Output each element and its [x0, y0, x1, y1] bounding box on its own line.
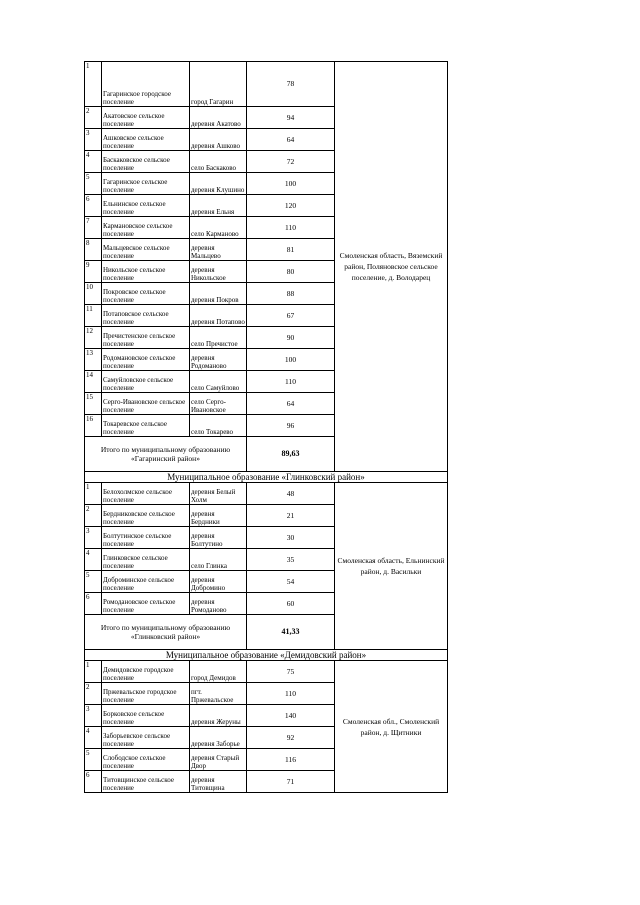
settlement-center: деревня Потапово — [190, 305, 247, 327]
settlement-name: Токаревское сельское поселение — [102, 415, 190, 437]
row-number: 3 — [85, 527, 102, 549]
distance-value: 116 — [247, 749, 335, 771]
row-number: 6 — [85, 195, 102, 217]
settlement-name: Ашковское сельское поселение — [102, 129, 190, 151]
row-number: 3 — [85, 705, 102, 727]
row-number: 1 — [85, 661, 102, 683]
distance-value: 64 — [247, 393, 335, 415]
settlement-center: пгт. Пржевальское — [190, 683, 247, 705]
row-number: 1 — [85, 483, 102, 505]
settlement-center: деревня Жеруны — [190, 705, 247, 727]
settlement-name: Пречистенское сельское поселение — [102, 327, 190, 349]
distance-value: 78 — [247, 62, 335, 107]
settlement-name: Родомановское сельское поселение — [102, 349, 190, 371]
distance-value: 67 — [247, 305, 335, 327]
settlement-center: деревня Никольское — [190, 261, 247, 283]
destination-address: Смоленская область, Вяземский район, Поляновское сельское поселение, д. Володарец — [335, 62, 448, 472]
districts-table-body — [85, 62, 448, 793]
table-row — [85, 62, 448, 107]
distance-value: 92 — [247, 727, 335, 749]
row-number: 3 — [85, 129, 102, 151]
destination-address: Смоленская область, Ельнинский район, д. Васильки — [335, 483, 448, 650]
row-number: 13 — [85, 349, 102, 371]
settlement-center: город Демидов — [190, 661, 247, 683]
settlement-name: Глинковское сельское поселение — [102, 549, 190, 571]
distance-value: 72 — [247, 151, 335, 173]
settlement-name: Слободское сельское поселение — [102, 749, 190, 771]
distance-value: 64 — [247, 129, 335, 151]
settlement-name: Доброминское сельское поселение — [102, 571, 190, 593]
section-header-row — [85, 650, 448, 661]
distance-value: 96 — [247, 415, 335, 437]
distance-value: 80 — [247, 261, 335, 283]
row-number: 14 — [85, 371, 102, 393]
section-header: Муниципальное образование «Демидовский район» — [85, 650, 448, 661]
settlement-center: село Самуйлово — [190, 371, 247, 393]
row-number: 9 — [85, 261, 102, 283]
settlement-name: Никольское сельское поселение — [102, 261, 190, 283]
total-value: 41,33 — [247, 615, 335, 650]
settlement-center: деревня Титовщина — [190, 771, 247, 793]
settlement-name: Бердниковское сельское поселение — [102, 505, 190, 527]
distance-value: 100 — [247, 349, 335, 371]
row-number: 7 — [85, 217, 102, 239]
distance-value: 90 — [247, 327, 335, 349]
section-header-row — [85, 472, 448, 483]
row-number: 2 — [85, 505, 102, 527]
settlement-center: город Гагарин — [190, 62, 247, 107]
settlement-name: Гагаринское сельское поселение — [102, 173, 190, 195]
settlement-center: деревня Мальцево — [190, 239, 247, 261]
row-number: 6 — [85, 771, 102, 793]
row-number: 2 — [85, 107, 102, 129]
settlement-center: деревня Бердники — [190, 505, 247, 527]
settlement-name: Борковское сельское поселение — [102, 705, 190, 727]
settlement-center: село Серго-Ивановское — [190, 393, 247, 415]
settlement-center: деревня Белый Холм — [190, 483, 247, 505]
row-number: 5 — [85, 571, 102, 593]
settlement-center: село Токарево — [190, 415, 247, 437]
distance-value: 30 — [247, 527, 335, 549]
total-label: Итого по муниципальному образованию «Глинковский район» — [85, 615, 247, 650]
settlement-center: деревня Клушино — [190, 173, 247, 195]
row-number: 11 — [85, 305, 102, 327]
distance-value: 110 — [247, 371, 335, 393]
settlement-center: деревня Болтутино — [190, 527, 247, 549]
settlement-center: деревня Старый Двор — [190, 749, 247, 771]
settlement-name: Болтутинское сельское поселение — [102, 527, 190, 549]
row-number: 4 — [85, 549, 102, 571]
row-number: 5 — [85, 173, 102, 195]
distance-value: 60 — [247, 593, 335, 615]
districts-table — [84, 61, 448, 793]
distance-value: 100 — [247, 173, 335, 195]
settlement-center: деревня Ельня — [190, 195, 247, 217]
total-value: 89,63 — [247, 437, 335, 472]
distance-value: 48 — [247, 483, 335, 505]
row-number: 5 — [85, 749, 102, 771]
settlement-name: Заборьевское сельское поселение — [102, 727, 190, 749]
settlement-name: Демидовское городское поселение — [102, 661, 190, 683]
row-number: 15 — [85, 393, 102, 415]
settlement-center: село Пречистое — [190, 327, 247, 349]
distance-value: 120 — [247, 195, 335, 217]
settlement-name: Кармановское сельское поселение — [102, 217, 190, 239]
settlement-name: Акатовское сельское поселение — [102, 107, 190, 129]
settlement-name: Потаповское сельское поселение — [102, 305, 190, 327]
row-number: 4 — [85, 151, 102, 173]
distance-value: 75 — [247, 661, 335, 683]
row-number: 16 — [85, 415, 102, 437]
settlement-name: Титовщинское сельское поселение — [102, 771, 190, 793]
row-number: 8 — [85, 239, 102, 261]
settlement-name: Покровское сельское поселение — [102, 283, 190, 305]
settlement-name: Баскаковское сельское поселение — [102, 151, 190, 173]
settlement-center: деревня Ашково — [190, 129, 247, 151]
settlement-name: Мальцевское сельское поселение — [102, 239, 190, 261]
settlement-center: деревня Покров — [190, 283, 247, 305]
distance-value: 140 — [247, 705, 335, 727]
distance-value: 110 — [247, 217, 335, 239]
settlement-center: деревня Заборье — [190, 727, 247, 749]
settlement-center: село Баскаково — [190, 151, 247, 173]
distance-value: 81 — [247, 239, 335, 261]
settlement-center: деревня Акатово — [190, 107, 247, 129]
distance-value: 35 — [247, 549, 335, 571]
destination-address: Смоленская обл., Смоленский район, д. Щитники — [335, 661, 448, 793]
settlement-center: деревня Добромино — [190, 571, 247, 593]
table-row — [85, 483, 448, 505]
section-header: Муниципальное образование «Глинковский район» — [85, 472, 448, 483]
settlement-center: деревня Родоманово — [190, 349, 247, 371]
settlement-name: Ельнинское сельское поселение — [102, 195, 190, 217]
settlement-name: Пржевальское городское поселение — [102, 683, 190, 705]
settlement-name: Белохолмское сельское поселение — [102, 483, 190, 505]
settlement-name: Самуйловское сельское поселение — [102, 371, 190, 393]
table-row — [85, 661, 448, 683]
row-number: 10 — [85, 283, 102, 305]
settlement-name: Ромодановское сельское поселение — [102, 593, 190, 615]
row-number: 12 — [85, 327, 102, 349]
distance-value: 21 — [247, 505, 335, 527]
settlement-center: село Карманово — [190, 217, 247, 239]
row-number: 4 — [85, 727, 102, 749]
settlement-name: Гагаринское городское поселение — [102, 62, 190, 107]
distance-value: 94 — [247, 107, 335, 129]
row-number: 1 — [85, 62, 102, 107]
settlement-center: село Глинка — [190, 549, 247, 571]
settlement-center: деревня Ромоданово — [190, 593, 247, 615]
distance-value: 54 — [247, 571, 335, 593]
distance-value: 110 — [247, 683, 335, 705]
settlement-name: Серго-Ивановское сельское поселение — [102, 393, 190, 415]
total-label: Итого по муниципальному образованию «Гагаринский район» — [85, 437, 247, 472]
row-number: 6 — [85, 593, 102, 615]
distance-value: 88 — [247, 283, 335, 305]
distance-value: 71 — [247, 771, 335, 793]
row-number: 2 — [85, 683, 102, 705]
